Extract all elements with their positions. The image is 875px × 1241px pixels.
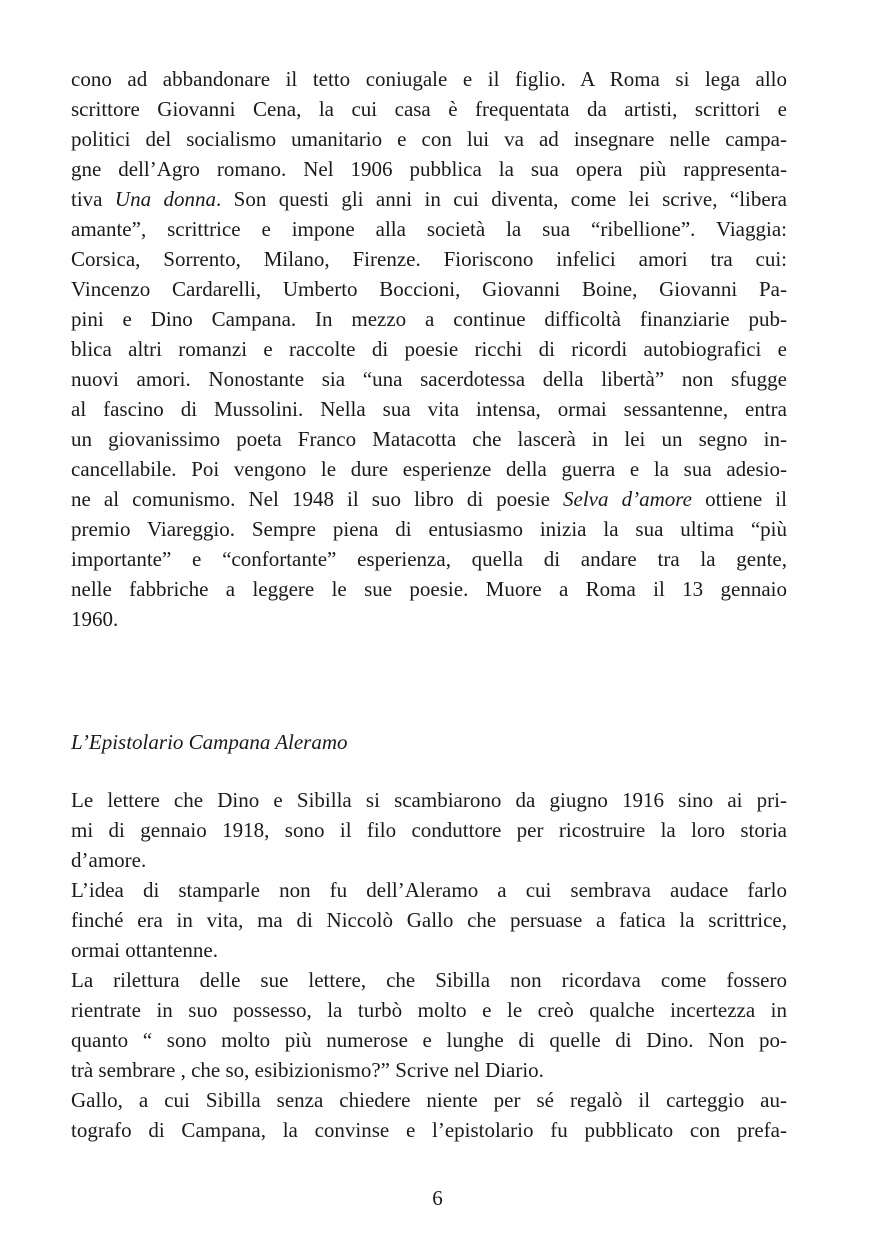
text-line: tografo di Campana, la convinse e l’epistolario fu pubblicato con prefa- bbox=[71, 1118, 787, 1142]
text-line: mi di gennaio 1918, sono il filo conduttore per ricostruire la loro storia bbox=[71, 818, 787, 842]
text-line: un giovanissimo poeta Franco Matacotta che lascerà in lei un segno in- bbox=[71, 427, 787, 451]
text-line: Le lettere che Dino e Sibilla si scambiarono da giugno 1916 sino ai pri- bbox=[71, 788, 787, 812]
text-line: 1960. bbox=[71, 607, 119, 631]
text-segment: ottiene il bbox=[691, 487, 787, 511]
text-line: pini e Dino Campana. In mezzo a continue difficoltà finanziarie pub- bbox=[71, 307, 787, 331]
page-number: 6 bbox=[432, 1186, 443, 1210]
text-line: d’amore. bbox=[71, 848, 147, 872]
text-line: nelle fabbriche a leggere le sue poesie. Muore a Roma il 13 gennaio bbox=[71, 577, 787, 601]
text-line: premio Viareggio. Sempre piena di entusiasmo inizia la sua ultima “più bbox=[71, 517, 787, 541]
text-line: cono ad abbandonare il tetto coniugale e il figlio. A Roma si lega allo bbox=[71, 67, 787, 91]
text-segment: tiva bbox=[71, 187, 115, 211]
text-line: scrittore Giovanni Cena, la cui casa è frequentata da artisti, scrittori e bbox=[71, 97, 787, 121]
book-title-selva-damore: Selva d’amore bbox=[563, 487, 692, 511]
text-line: finché era in vita, ma di Niccolò Gallo che persuase a fatica la scrittrice, bbox=[71, 908, 787, 932]
text-segment: . Son questi gli anni in cui diventa, come lei scrive, “libera bbox=[216, 187, 787, 211]
text-line: Corsica, Sorrento, Milano, Firenze. Fioriscono infelici amori tra cui: bbox=[71, 247, 787, 271]
text-line: blica altri romanzi e raccolte di poesie ricchi di ricordi autobiografici e bbox=[71, 337, 787, 361]
text-line bbox=[71, 184, 787, 214]
text-line: L’idea di stamparle non fu dell’Aleramo a cui sembrava audace farlo bbox=[71, 878, 787, 902]
text-line: amante”, scrittrice e impone alla società la sua “ribellione”. Viaggia: bbox=[71, 217, 787, 241]
text-line: al fascino di Mussolini. Nella sua vita intensa, ormai sessantenne, entra bbox=[71, 397, 787, 421]
text-line: politici del socialismo umanitario e con lui va ad insegnare nelle campa- bbox=[71, 127, 787, 151]
text-line: rientrate in suo possesso, la turbò molto e le creò qualche incertezza in bbox=[71, 998, 787, 1022]
section-heading bbox=[71, 727, 348, 757]
text-line bbox=[71, 484, 787, 514]
section-heading-text: L’Epistolario Campana Aleramo bbox=[71, 730, 348, 754]
text-line: cancellabile. Poi vengono le dure esperienze della guerra e la sua adesio- bbox=[71, 457, 787, 481]
text-line: gne dell’Agro romano. Nel 1906 pubblica la sua opera più rappresenta- bbox=[71, 157, 787, 181]
text-line: Gallo, a cui Sibilla senza chiedere niente per sé regalò il carteggio au- bbox=[71, 1088, 787, 1112]
text-line: importante” e “confortante” esperienza, quella di andare tra la gente, bbox=[71, 547, 787, 571]
text-line: nuovi amori. Nonostante sia “una sacerdotessa della libertà” non sfugge bbox=[71, 367, 787, 391]
book-title-una-donna: Una donna bbox=[114, 187, 216, 211]
text-line: trà sembrare , che so, esibizionismo?” Scrive nel Diario. bbox=[71, 1058, 544, 1082]
epistolario-paragraphs bbox=[71, 785, 787, 1145]
text-line: quanto “ sono molto più numerose e lunghe di quelle di Dino. Non po- bbox=[71, 1028, 787, 1052]
text-line: La rilettura delle sue lettere, che Sibilla non ricordava come fossero bbox=[71, 968, 787, 992]
biography-paragraph bbox=[71, 64, 787, 634]
text-line: ormai ottantenne. bbox=[71, 938, 218, 962]
text-line: Vincenzo Cardarelli, Umberto Boccioni, Giovanni Boine, Giovanni Pa- bbox=[71, 277, 787, 301]
text-segment: ne al comunismo. Nel 1948 il suo libro di poesie bbox=[71, 487, 564, 511]
